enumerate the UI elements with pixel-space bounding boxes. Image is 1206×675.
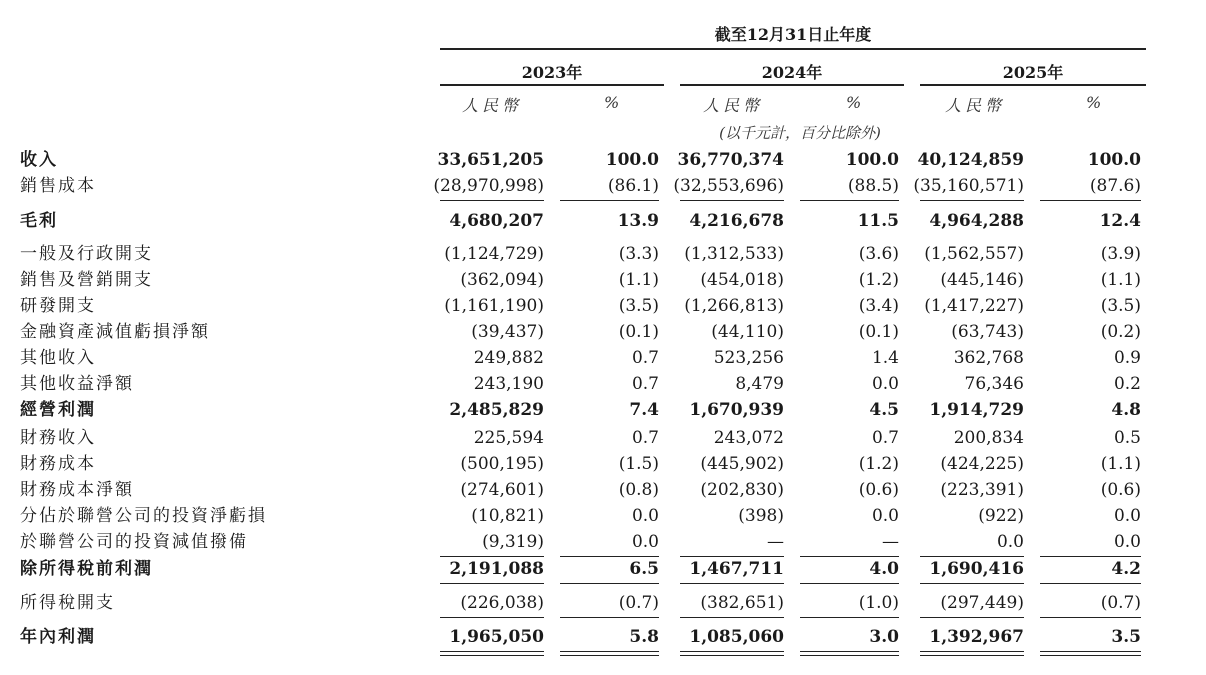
subtotal-rule: [920, 617, 1024, 618]
table-cell: (424,225): [940, 454, 1024, 474]
row-label-text: 財務成本淨額: [20, 480, 134, 500]
table-cell: (63,743): [951, 322, 1024, 342]
table-cell: 36,770,374: [677, 150, 784, 170]
table-cell: 4.5: [869, 400, 899, 420]
table-cell: —: [882, 532, 899, 552]
table-cell: (454,018): [700, 270, 784, 290]
table-cell: 200,834: [953, 428, 1024, 448]
total-double-rule: [680, 655, 784, 656]
table-cell: (3.4): [858, 296, 899, 316]
row-label: [20, 503, 420, 529]
table-cell: 243,072: [713, 428, 784, 448]
table-cell: (3.5): [1100, 296, 1141, 316]
row-label: [20, 241, 420, 267]
table-cell: (1.1): [618, 270, 659, 290]
table-cell: (223,391): [940, 480, 1024, 500]
table-cell: (35,160,571): [913, 176, 1024, 196]
table-cell: 0.0: [871, 506, 899, 526]
table-cell: (500,195): [460, 454, 544, 474]
table-cell: 0.0: [871, 374, 899, 394]
table-cell: (398): [738, 506, 784, 526]
row-label-text: 收入: [20, 150, 58, 170]
subtotal-rule: [560, 200, 659, 201]
row-label-text: 研發開支: [20, 296, 96, 316]
year-rule-2024: [680, 84, 904, 86]
table-cell: 4,216,678: [689, 211, 784, 231]
subtotal-rule: [560, 617, 659, 618]
row-label-text: 分佔於聯營公司的投資淨虧損: [20, 506, 267, 526]
subtotal-rule: [680, 583, 784, 584]
table-cell: 1,690,416: [929, 559, 1024, 579]
table-cell: (28,970,998): [433, 176, 544, 196]
subtotal-rule: [1040, 617, 1141, 618]
table-cell: 243,190: [473, 374, 544, 394]
subtotal-rule: [440, 583, 544, 584]
currency-label-2025: 人民幣: [945, 96, 1006, 115]
row-label: [20, 529, 420, 555]
total-double-rule: [560, 655, 659, 656]
row-label-text: 於聯營公司的投資減值撥備: [20, 532, 248, 552]
row-label-text: 毛利: [20, 211, 58, 231]
year-header-2024: 2024年: [761, 63, 823, 82]
table-cell: 0.7: [631, 428, 659, 448]
row-label-text: 銷售及營銷開支: [20, 270, 153, 290]
table-cell: 0.0: [1113, 532, 1141, 552]
table-cell: 0.0: [996, 532, 1024, 552]
table-cell: (0.6): [1100, 480, 1141, 500]
total-double-rule: [440, 651, 544, 652]
row-label: [20, 624, 420, 650]
table-cell: 0.7: [871, 428, 899, 448]
table-cell: (3.6): [858, 244, 899, 264]
table-cell: 362,768: [953, 348, 1024, 368]
percent-label-2023: %: [604, 93, 620, 112]
table-cell: (922): [978, 506, 1024, 526]
table-cell: (1.0): [858, 593, 899, 613]
total-double-rule: [920, 655, 1024, 656]
year-rule-2025: [920, 84, 1146, 86]
row-label: [20, 345, 420, 371]
table-cell: (3.5): [618, 296, 659, 316]
table-cell: (0.6): [858, 480, 899, 500]
subtotal-rule: [800, 583, 899, 584]
table-cell: 3.0: [869, 627, 899, 647]
table-cell: (9,319): [482, 532, 544, 552]
table-cell: 7.4: [629, 400, 659, 420]
year-header-2023: 2023年: [521, 63, 583, 82]
row-label-text: 一般及行政開支: [20, 244, 153, 264]
table-cell: (362,094): [460, 270, 544, 290]
percent-label-2025: %: [1086, 93, 1102, 112]
table-cell: 100.0: [1087, 150, 1141, 170]
table-cell: 0.7: [631, 348, 659, 368]
table-cell: 0.0: [631, 506, 659, 526]
row-label-text: 銷售成本: [20, 176, 96, 196]
subtotal-rule: [440, 617, 544, 618]
table-cell: 2,485,829: [449, 400, 544, 420]
table-cell: 1,670,939: [689, 400, 784, 420]
table-cell: 1,965,050: [449, 627, 544, 647]
table-cell: 100.0: [845, 150, 899, 170]
row-label: [20, 147, 420, 173]
row-label: [20, 397, 420, 423]
total-double-rule: [800, 651, 899, 652]
table-cell: 12.4: [1099, 211, 1141, 231]
subtotal-rule: [920, 583, 1024, 584]
table-cell: (1,417,227): [924, 296, 1024, 316]
table-cell: (1.1): [1100, 270, 1141, 290]
table-cell: 0.7: [631, 374, 659, 394]
currency-label-2024: 人民幣: [703, 96, 764, 115]
subtotal-rule: [440, 200, 544, 201]
table-cell: (297,449): [940, 593, 1024, 613]
table-cell: 249,882: [473, 348, 544, 368]
row-label-text: 年內利潤: [20, 627, 96, 647]
table-cell: 40,124,859: [917, 150, 1024, 170]
row-label: [20, 371, 420, 397]
table-cell: (86.1): [607, 176, 659, 196]
table-cell: 2,191,088: [449, 559, 544, 579]
table-cell: (44,110): [711, 322, 784, 342]
row-label: [20, 208, 420, 234]
table-cell: 3.5: [1111, 627, 1141, 647]
total-double-rule: [1040, 655, 1141, 656]
table-cell: (10,821): [471, 506, 544, 526]
subtotal-rule: [680, 200, 784, 201]
row-label-text: 財務成本: [20, 454, 96, 474]
table-cell: (226,038): [460, 593, 544, 613]
table-cell: (0.1): [858, 322, 899, 342]
table-cell: 0.5: [1113, 428, 1141, 448]
table-cell: 13.9: [617, 211, 659, 231]
table-cell: (0.7): [1100, 593, 1141, 613]
row-label: [20, 556, 420, 582]
row-label-text: 其他收益淨額: [20, 374, 134, 394]
table-cell: 225,594: [473, 428, 544, 448]
row-label: [20, 293, 420, 319]
table-cell: 4.8: [1111, 400, 1141, 420]
row-label-text: 經營利潤: [20, 400, 96, 420]
table-cell: (1,124,729): [444, 244, 544, 264]
table-cell: (1,161,190): [444, 296, 544, 316]
currency-label-2023: 人民幣: [462, 96, 523, 115]
table-cell: 1.4: [871, 348, 899, 368]
table-cell: (202,830): [700, 480, 784, 500]
table-cell: 4.0: [869, 559, 899, 579]
table-cell: 8,479: [735, 374, 784, 394]
subtotal-rule: [560, 583, 659, 584]
year-rule-2023: [440, 84, 664, 86]
row-label-text: 財務收入: [20, 428, 96, 448]
percent-label-2024: %: [846, 93, 862, 112]
row-label: [20, 173, 420, 199]
row-label: [20, 319, 420, 345]
table-cell: (1,312,533): [684, 244, 784, 264]
table-cell: (445,146): [940, 270, 1024, 290]
row-label: [20, 477, 420, 503]
table-cell: (39,437): [471, 322, 544, 342]
table-cell: (0.2): [1100, 322, 1141, 342]
table-cell: 11.5: [857, 211, 899, 231]
table-cell: (32,553,696): [673, 176, 784, 196]
table-cell: —: [767, 532, 784, 552]
table-cell: 5.8: [629, 627, 659, 647]
table-cell: (1,562,557): [924, 244, 1024, 264]
table-cell: (0.1): [618, 322, 659, 342]
table-cell: (3.9): [1100, 244, 1141, 264]
total-double-rule: [440, 655, 544, 656]
row-label-text: 除所得稅前利潤: [20, 559, 153, 579]
table-cell: 4,964,288: [929, 211, 1024, 231]
row-label-text: 金融資產減值虧損淨額: [20, 322, 210, 342]
subtotal-rule: [680, 617, 784, 618]
table-cell: 0.9: [1113, 348, 1141, 368]
table-cell: (445,902): [700, 454, 784, 474]
total-double-rule: [800, 655, 899, 656]
total-double-rule: [1040, 651, 1141, 652]
table-cell: 1,467,711: [689, 559, 784, 579]
table-cell: 523,256: [713, 348, 784, 368]
year-header-2025: 2025年: [1002, 63, 1064, 82]
table-cell: 4.2: [1111, 559, 1141, 579]
table-cell: 1,914,729: [929, 400, 1024, 420]
total-double-rule: [920, 651, 1024, 652]
table-cell: 0.0: [1113, 506, 1141, 526]
total-double-rule: [680, 651, 784, 652]
total-double-rule: [560, 651, 659, 652]
table-cell: 4,680,207: [449, 211, 544, 231]
period-rule: [440, 48, 1146, 50]
row-label: [20, 451, 420, 477]
row-label: [20, 425, 420, 451]
table-cell: (1.5): [618, 454, 659, 474]
table-cell: (0.7): [618, 593, 659, 613]
table-cell: (1,266,813): [684, 296, 784, 316]
table-cell: 76,346: [964, 374, 1024, 394]
table-cell: 33,651,205: [437, 150, 544, 170]
table-cell: 0.2: [1113, 374, 1141, 394]
row-label-text: 其他收入: [20, 348, 96, 368]
table-cell: 6.5: [629, 559, 659, 579]
table-cell: 1,392,967: [929, 627, 1024, 647]
row-label: [20, 590, 420, 616]
row-label-text: 所得稅開支: [20, 593, 115, 613]
subtotal-rule: [1040, 200, 1141, 201]
table-cell: (274,601): [460, 480, 544, 500]
table-cell: (87.6): [1089, 176, 1141, 196]
subtotal-rule: [800, 617, 899, 618]
subtotal-rule: [920, 200, 1024, 201]
table-cell: (1.1): [1100, 454, 1141, 474]
period-header: 截至12月31日止年度: [714, 25, 872, 44]
row-label: [20, 267, 420, 293]
table-cell: 100.0: [605, 150, 659, 170]
table-cell: 0.0: [631, 532, 659, 552]
units-note: (以千元計，百分比除外): [719, 124, 881, 142]
subtotal-rule: [1040, 583, 1141, 584]
table-cell: (3.3): [618, 244, 659, 264]
table-cell: (382,651): [700, 593, 784, 613]
table-cell: (88.5): [847, 176, 899, 196]
subtotal-rule: [800, 200, 899, 201]
table-cell: 1,085,060: [689, 627, 784, 647]
table-cell: (1.2): [858, 454, 899, 474]
table-cell: (1.2): [858, 270, 899, 290]
table-cell: (0.8): [618, 480, 659, 500]
